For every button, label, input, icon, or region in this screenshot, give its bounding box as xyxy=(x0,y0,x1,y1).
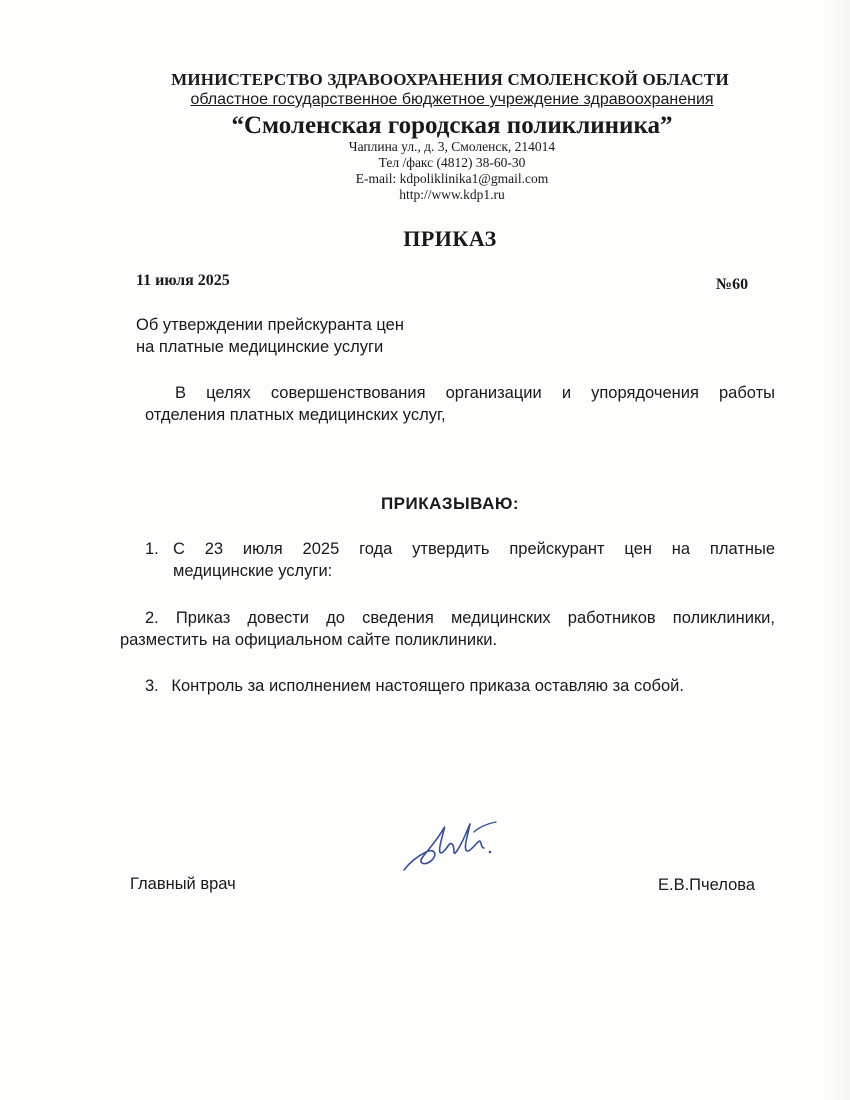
clinic-website: http://www.kdp1.ru xyxy=(399,187,505,202)
item-text-line-1 xyxy=(120,607,775,629)
item-number: 1. xyxy=(145,540,159,558)
order-preamble xyxy=(145,382,775,426)
order-item-3 xyxy=(145,675,775,697)
preamble-line-2: отделения платных медицинских услуг, xyxy=(145,406,446,424)
preamble-line-1: В целях совершенствования организации и упорядочения работы xyxy=(175,384,775,402)
item-number: 2. xyxy=(145,609,159,627)
order-date: 11 июля 2025 xyxy=(136,272,230,289)
order-item-2 xyxy=(120,607,775,651)
order-subject xyxy=(136,314,404,358)
signer-name: Е.В.Пчелова xyxy=(658,876,756,894)
order-directive: ПРИКАЗЫВАЮ: xyxy=(380,494,520,513)
institution-type: областное государственное бюджетное учреждение здравоохранения xyxy=(190,91,714,108)
scan-edge-shadow xyxy=(826,0,850,1100)
clinic-address: Чаплина ул., д. 3, Смоленск, 214014 xyxy=(348,139,556,154)
order-number: №60 xyxy=(716,276,749,293)
item-number: 3. xyxy=(145,677,159,695)
clinic-email: E-mail: kdpoliklinika1@gmail.com xyxy=(355,171,549,186)
subject-line-1: Об утверждении прейскуранта цен xyxy=(136,316,404,334)
item-text-line-1: С 23 июля 2025 года утвердить прейскурант цен на платные xyxy=(173,540,775,558)
subject-line-2: на платные медицинские услуги xyxy=(136,338,384,356)
clinic-phone: Тел /факс (4812) 38-60-30 xyxy=(378,155,526,170)
item-text: Контроль за исполнением настоящего приказа оставляю за собой. xyxy=(171,677,684,695)
clinic-name: “Смоленская городская поликлиника” xyxy=(231,112,673,139)
document-title: ПРИКАЗ xyxy=(403,226,497,251)
signer-position: Главный врач xyxy=(130,875,236,893)
item-text: Приказ довести до сведения медицинских работников поликлиники, xyxy=(175,609,775,627)
order-item-1 xyxy=(145,538,775,582)
ministry-header: МИНИСТЕРСТВО ЗДРАВООХРАНЕНИЯ СМОЛЕНСКОЙ ОБЛАСТИ xyxy=(171,70,729,89)
item-text-line-2: разместить на официальном сайте поликлиники. xyxy=(120,631,498,649)
item-text-line-2: медицинские услуги: xyxy=(173,562,333,580)
handwritten-signature xyxy=(396,812,506,882)
